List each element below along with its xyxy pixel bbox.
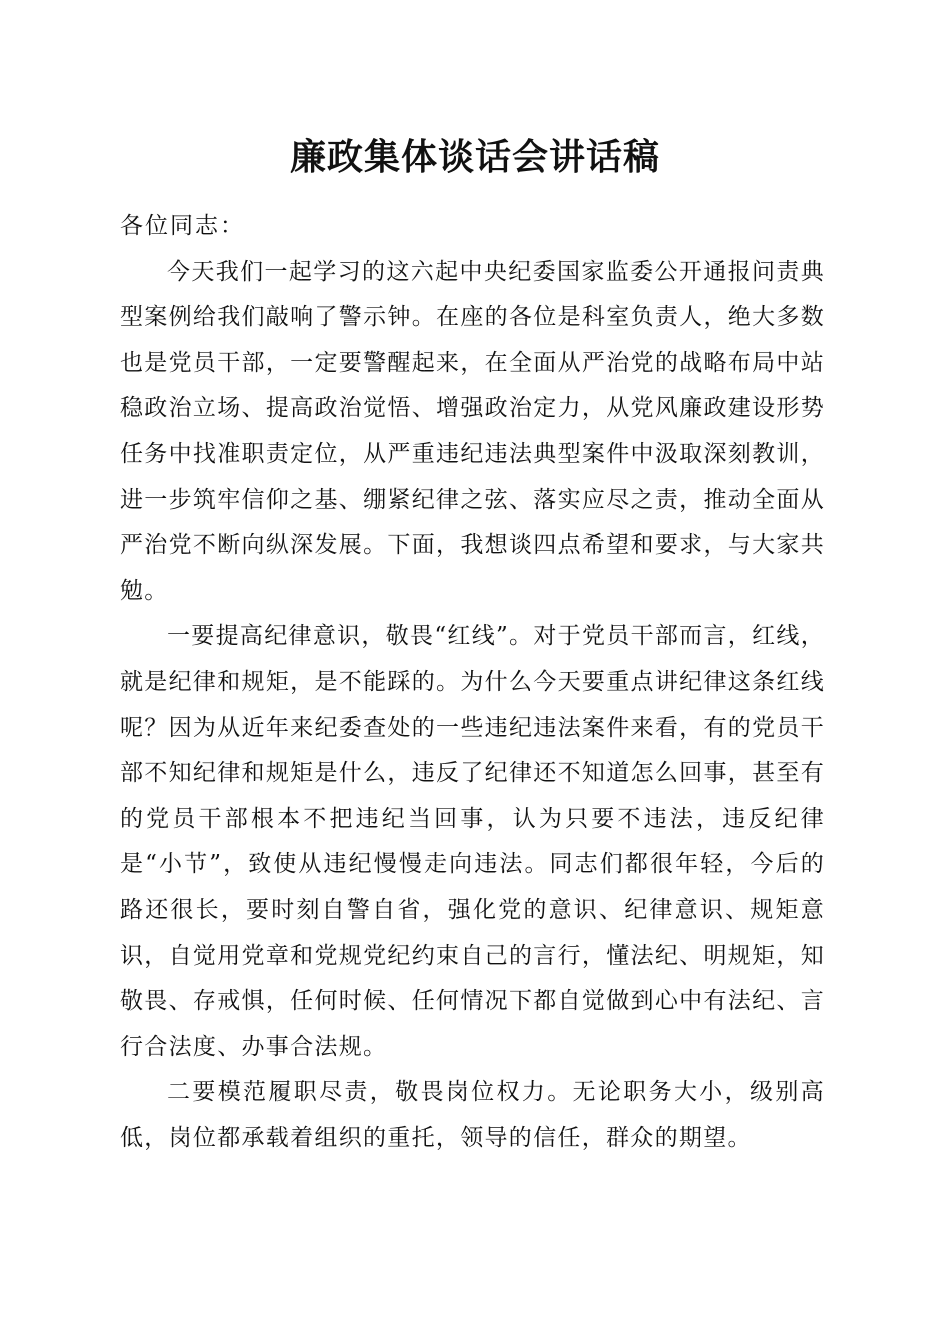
paragraph-point-one: 一要提高纪律意识，敬畏“红线”。对于党员干部而言，红线，就是纪律和规矩，是不能踩的。为什么今天要重点讲纪律这条红线呢？因为从近年来纪委查处的一些违纪违法案件来看，有的党员干部不知纪律和规矩是什么，违反了纪律还不知道怎么回事，甚至有的党员干部根本不把违纪当回事，认为只要不违法，违反纪律是“小节”，致使从违纪慢慢走向违法。同志们都很年轻，今后的路还很长，要时刻自警自省，强化党的意识、纪律意识、规矩意识，自觉用党章和党规党纪约束自己的言行，懂法纪、明规矩，知敬畏、存戒惧，任何时候、任何情况下都自觉做到心中有法纪、言行合法度、办事合法规。 [120,623,825,1060]
salutation: 各位同志： [120,213,245,239]
paragraph-point-two: 二要模范履职尽责，敬畏岗位权力。无论职务大小，级别高低，岗位都承载着组织的重托，领导的信任，群众的期望。 [120,1079,825,1151]
paragraph-intro: 今天我们一起学习的这六起中央纪委国家监委公开通报问责典型案例给我们敲响了警示钟。在座的各位是科室负责人，绝大多数也是党员干部，一定要警醒起来，在全面从严治党的战略布局中站稳政治立场、提高政治觉悟、增强政治定力，从党风廉政建设形势任务中找准职责定位，从严重违纪违法典型案件中汲取深刻教训，进一步筑牢信仰之基、绷紧纪律之弦、落实应尽之责，推动全面从严治党不断向纵深发展。下面，我想谈四点希望和要求，与大家共勉。 [120,258,825,604]
document-title: 廉政集体谈话会讲话稿 [289,136,660,178]
document-body [120,204,825,1161]
